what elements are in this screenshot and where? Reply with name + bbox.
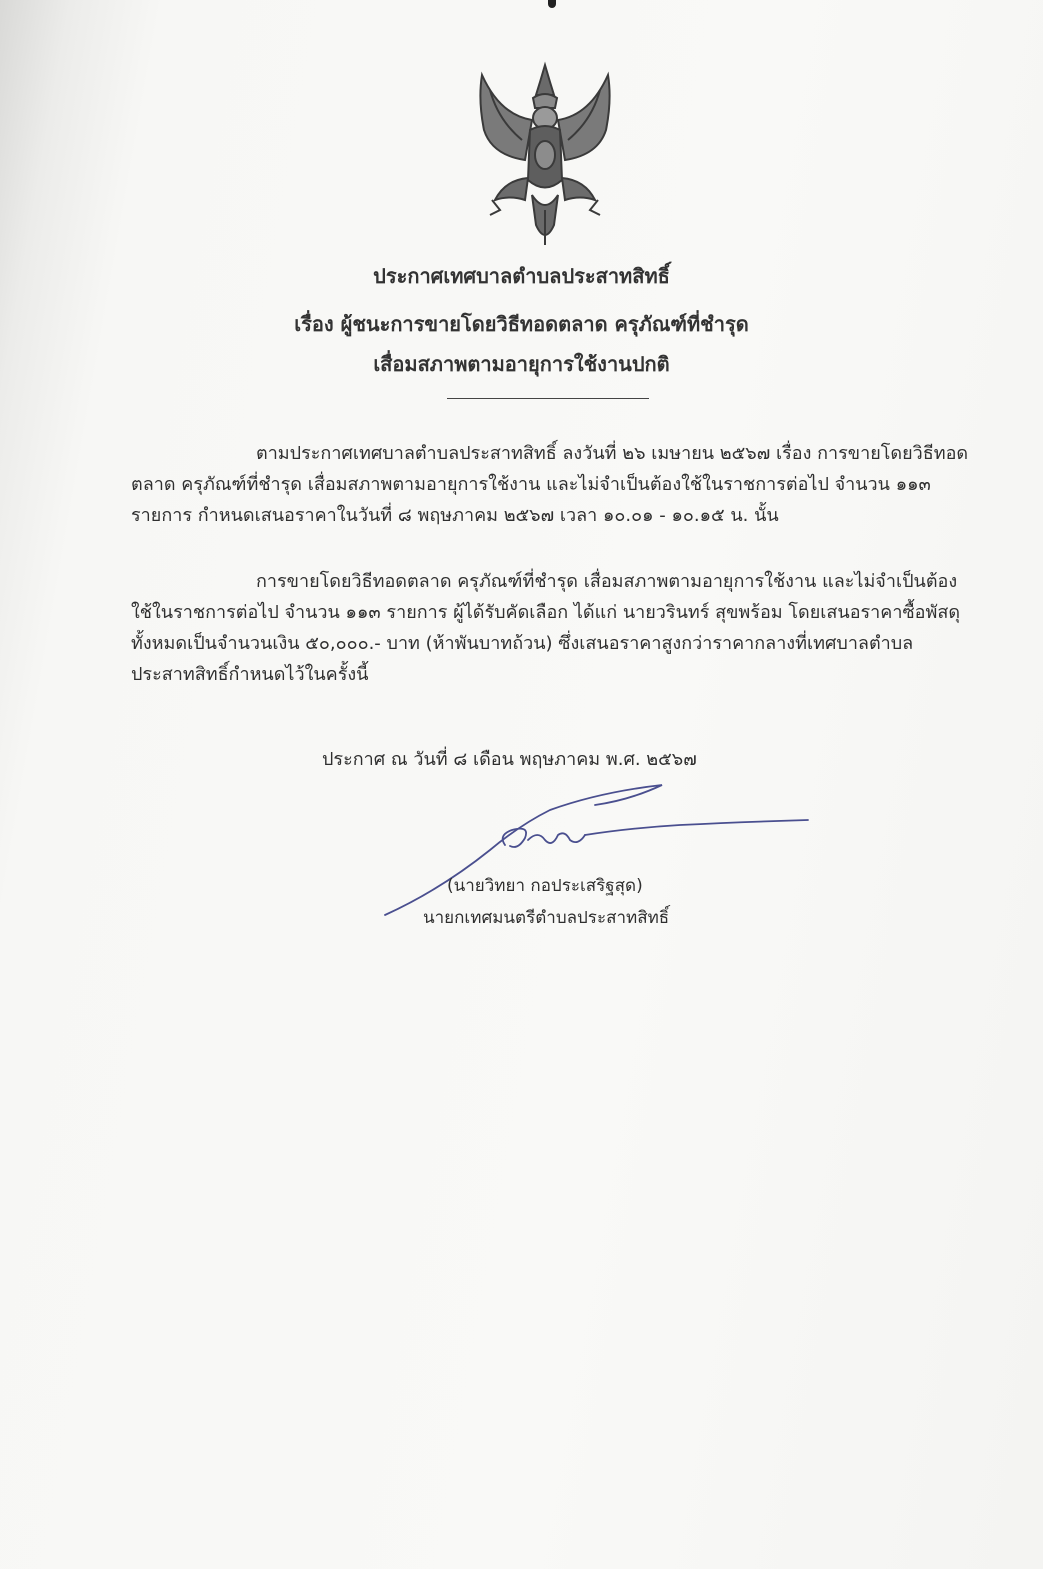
garuda-emblem-icon: [470, 60, 620, 250]
announcement-title: ประกาศเทศบาลตำบลประสาทสิทธิ์: [373, 264, 670, 288]
body-paragraph-2: การขายโดยวิธีทอดตลาด ครุภัณฑ์ที่ชำรุด เสื่อมสภาพตามอายุการใช้งาน และไม่จำเป็นต้องใช้ในราชการต่อไป จำนวน ๑๑๓ รายการ ผู้ได้รับคัดเลือก ได้แก่ นายวรินทร์ สุขพร้อม โดยเสนอราคาซื้อพัสดุทั้งหมดเป็นจำนวนเงิน ๕๐,๐๐๐.- บาท (ห้าพันบาทถ้วน) ซึ่งเสนอราคาสูงกว่าราคากลางที่เทศบาลตำบลประสาทสิทธิ์กำหนดไว้ในครั้งนี้: [131, 571, 961, 685]
body-paragraph-1: ตามประกาศเทศบาลตำบลประสาทสิทธิ์ ลงวันที่ ๒๖ เมษายน ๒๕๖๗ เรื่อง การขายโดยวิธีทอดตลาด ครุภัณฑ์ที่ชำรุด เสื่อมสภาพตามอายุการใช้งาน และไม่จำเป็นต้องใช้ในราชการต่อไป จำนวน ๑๑๓ รายการ กำหนดเสนอราคาในวันที่ ๘ พฤษภาคม ๒๕๖๗ เวลา ๑๐.๐๑ - ๑๐.๑๕ น. นั้น: [131, 443, 969, 526]
signatory-name: (นายวิทยา กอประเสริฐสุด): [447, 876, 643, 896]
page-edge-mark: [548, 0, 556, 8]
announcement-subject-continued: เสื่อมสภาพตามอายุการใช้งานปกติ: [373, 352, 670, 376]
announcement-subject: เรื่อง ผู้ชนะการขายโดยวิธีทอดตลาด ครุภัณฑ์ที่ชำรุด: [294, 312, 749, 336]
signature-icon: [380, 780, 820, 920]
title-underline: [447, 398, 649, 399]
proclamation-date: ประกาศ ณ วันที่ ๘ เดือน พฤษภาคม พ.ศ. ๒๕๖๗: [322, 749, 697, 770]
signatory-title: นายกเทศมนตรีตำบลประสาทสิทธิ์: [423, 908, 670, 928]
